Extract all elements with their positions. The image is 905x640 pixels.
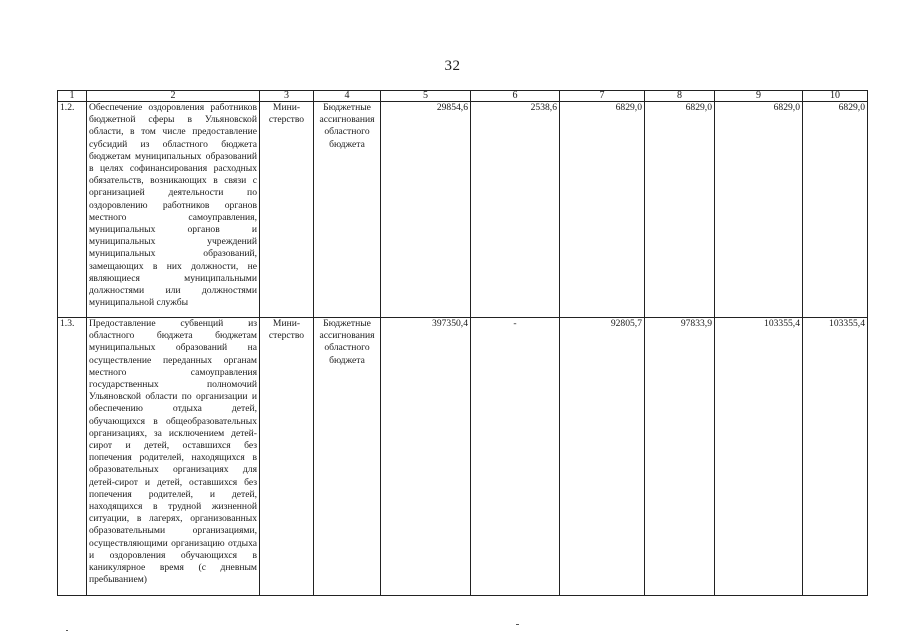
header-cell: 9 bbox=[715, 91, 803, 102]
value-cell: 103355,4 bbox=[715, 318, 803, 596]
row-number: 1.2. bbox=[58, 102, 87, 318]
column-number-row bbox=[58, 91, 868, 102]
value-cell: 2538,6 bbox=[471, 102, 560, 318]
value-cell: 6829,0 bbox=[803, 102, 868, 318]
row-number: 1.3. bbox=[58, 318, 87, 596]
value-cell: - bbox=[471, 318, 560, 596]
header-cell: 1 bbox=[58, 91, 87, 102]
value-cell: 29854,6 bbox=[381, 102, 471, 318]
value-cell: 6829,0 bbox=[645, 102, 715, 318]
table-row bbox=[58, 318, 868, 596]
header-cell: 2 bbox=[87, 91, 260, 102]
header-cell: 7 bbox=[560, 91, 645, 102]
header-cell: 4 bbox=[314, 91, 381, 102]
row-description: Обеспечение оздоровления работников бюджетной сферы в Ульяновской области, в том числе предоставление субсидий из областного бюджета бюджетам муниципальных образований в целях софинансирования расходных обязательств, возникающих в связи с организацией деятельности по оздоровлению работников органов местного самоуправления, муниципальных органов и муниципальных учреждений муниципальных образований, замещающих в них должности, не являющиеся муниципальными должностями или должностями муниципальной службы bbox=[87, 102, 260, 318]
value-cell: 6829,0 bbox=[560, 102, 645, 318]
header-cell: 5 bbox=[381, 91, 471, 102]
scan-mark bbox=[516, 624, 519, 625]
row-responsible: Мини- стерство bbox=[260, 318, 314, 596]
header-cell: 10 bbox=[803, 91, 868, 102]
program-table bbox=[57, 90, 868, 596]
value-cell: 397350,4 bbox=[381, 318, 471, 596]
header-cell: 3 bbox=[260, 91, 314, 102]
header-cell: 6 bbox=[471, 91, 560, 102]
row-responsible: Мини- стерство bbox=[260, 102, 314, 318]
page-number: 32 bbox=[444, 58, 461, 74]
scan-mark bbox=[66, 630, 68, 631]
table-row bbox=[58, 102, 868, 318]
value-cell: 92805,7 bbox=[560, 318, 645, 596]
row-funding-source: Бюджетные ассигнования областного бюджета bbox=[314, 318, 381, 596]
row-description: Предоставление субвенций из областного бюджета бюджетам муниципальных образований на осуществление переданных органам местного самоуправления государственных полномочий Ульяновской области по организации и обеспечению отдыха детей, обучающихся в общеобразовательных организациях, за исключением детей-сирот и детей, оставшихся без попечения родителей, находящихся в образовательных организациях для детей-сирот и детей, оставшихся без попечения родителей, и детей, находящихся в трудной жизненной ситуации, в лагерях, организованных образовательными организациями, осуществляющими организацию отдыха и оздоровления обучающихся в каникулярное время (с дневным пребыванием) bbox=[87, 318, 260, 596]
value-cell: 103355,4 bbox=[803, 318, 868, 596]
row-funding-source: Бюджетные ассигнования областного бюджета bbox=[314, 102, 381, 318]
value-cell: 97833,9 bbox=[645, 318, 715, 596]
header-cell: 8 bbox=[645, 91, 715, 102]
value-cell: 6829,0 bbox=[715, 102, 803, 318]
